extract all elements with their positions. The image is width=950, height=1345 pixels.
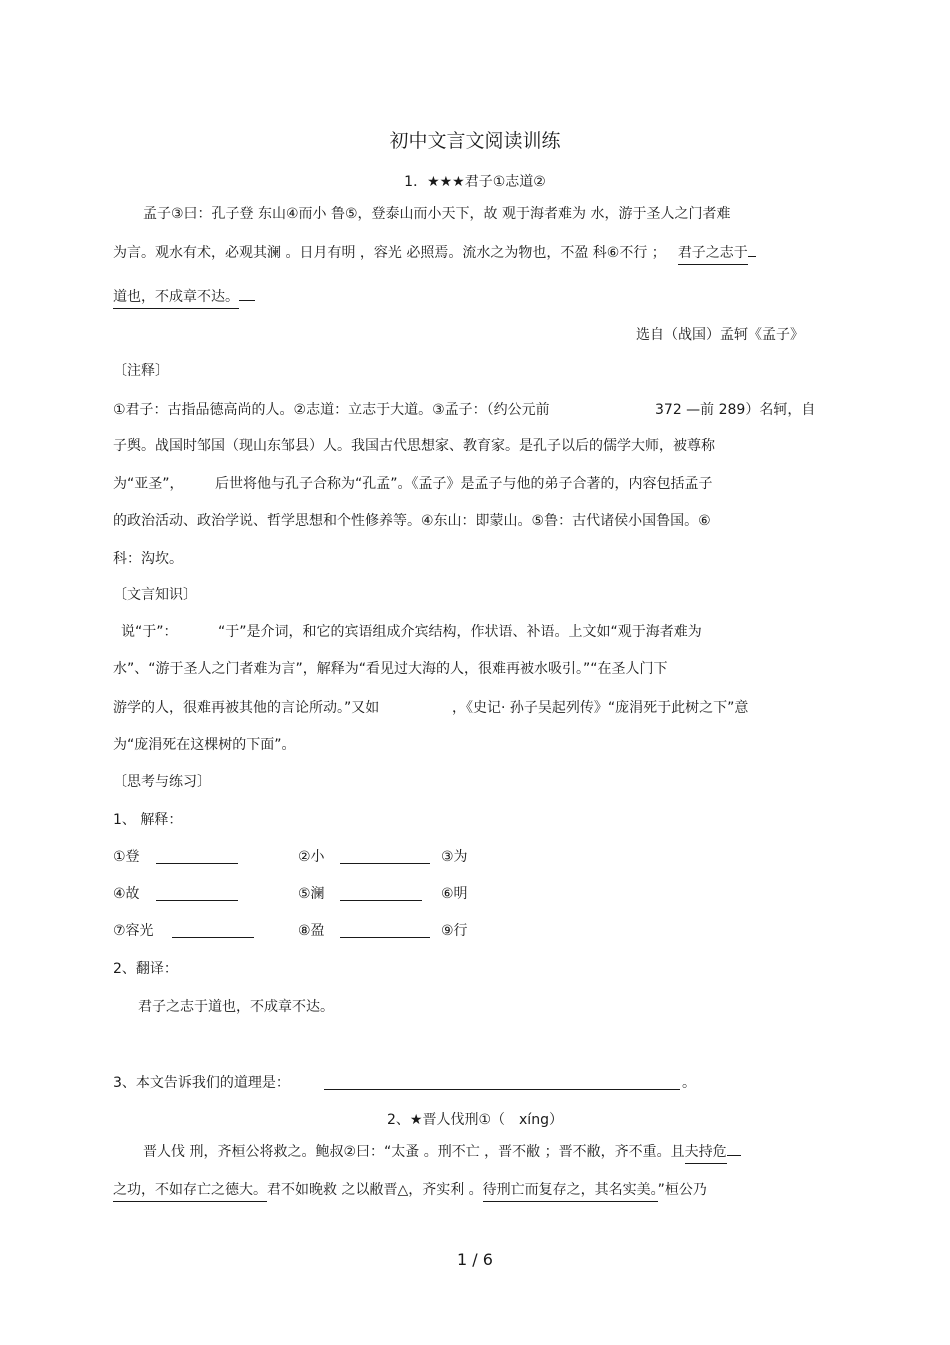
passage1-line-2-text: 为言。观水有术，必观其澜 。日月有明 ，容光 必照焉。流水之为物也，不盈 科⑥不行 ；: [113, 245, 666, 261]
knowledge-heading: 〔文言知识〕: [113, 587, 197, 603]
knowledge-line-1a: 说“于”：: [121, 624, 178, 640]
passage2-line-2-middle: 君不如晚救 之以敝晋△，齐实利 。: [267, 1182, 483, 1198]
answer-blank-1[interactable]: [156, 850, 238, 864]
answer-blank-5[interactable]: [340, 887, 422, 901]
question-1-label: 1、 解释：: [113, 812, 183, 828]
answer-blank-7[interactable]: [172, 924, 254, 938]
page-title: 初中文言文阅读训练: [389, 130, 561, 152]
question-2-text: 君子之志于道也，不成章不达。: [138, 999, 334, 1015]
note-line-1: ①君子：古指品德高尚的人。②志道：立志于大道。③孟子：（约公元前: [113, 402, 550, 418]
knowledge-line-4: 为“庞涓死在这棵树的下面”。: [113, 737, 296, 753]
passage2-underlined-c: 待刑亡而复存之，其名实美。: [483, 1182, 658, 1202]
answer-blank-8[interactable]: [340, 924, 430, 938]
term-4: ④故: [113, 886, 140, 902]
passage2-line-1: [143, 1143, 741, 1161]
term-5: ⑤澜: [298, 886, 325, 902]
exercise-heading: 〔思考与练习〕: [113, 774, 211, 790]
passage2-underlined-b: 之功，不如存亡之德大。: [113, 1182, 267, 1202]
answer-blank-2[interactable]: [340, 850, 430, 864]
term-6: ⑥明: [441, 886, 468, 902]
passage2-underlined-a: 夫持危: [685, 1144, 727, 1164]
passage2-line-2-end: ”桓公乃: [657, 1182, 707, 1198]
term-2: ②小: [298, 849, 325, 865]
question-3-end: 。: [682, 1075, 696, 1091]
term-9: ⑨行: [441, 923, 468, 939]
section1-heading: 1．★★★君子①志道②: [404, 174, 546, 190]
note-line-3a: 为“亚圣”，: [113, 476, 184, 492]
note-line-5: 科：沟坎。: [113, 551, 183, 567]
passage1-line-2: [113, 244, 756, 262]
note-line-1-years: 372 —前 289）名轲，自: [655, 402, 816, 418]
question-2-label: 2、翻译：: [113, 961, 178, 977]
term-8: ⑧盈: [298, 923, 325, 939]
passage2-line-1-text: 晋人伐 刑，齐桓公将救之。鲍叔②曰：“太蚤 。刑不亡 ，晋不敝 ；晋不敝，齐不重。且: [143, 1144, 685, 1160]
term-1: ①登: [113, 849, 140, 865]
question-3-label: 3、本文告诉我们的道理是：: [113, 1075, 290, 1091]
passage2-line-2: [113, 1181, 707, 1199]
notes-heading: 〔注释〕: [113, 363, 169, 379]
answer-blank-4[interactable]: [156, 887, 238, 901]
note-line-4: 的政治活动、政治学说、哲学思想和个性修养等。④东山：即蒙山。⑤鲁：古代诸侯小国鲁国。⑥: [113, 513, 711, 529]
passage1-underlined-b: 道也，不成章不达。: [113, 289, 239, 309]
term-7: ⑦容光: [113, 923, 154, 939]
page-number: 1 / 6: [457, 1250, 493, 1269]
note-line-3b: 后世将他与孔子合称为“孔孟”。《孟子》是孟子与他的弟子合著的，内容包括孟子: [215, 476, 713, 492]
section2-heading: 2、★晋人伐刑①（ xíng）: [387, 1112, 563, 1128]
term-3: ③为: [441, 849, 468, 865]
knowledge-line-3a: 游学的人，很难再被其他的言论所动。”又如: [113, 700, 380, 716]
passage1-line-3: [113, 288, 255, 306]
note-line-2: 子舆。战国时邹国（现山东邹县）人。我国古代思想家、教育家。是孔子以后的儒学大师，被尊称: [113, 438, 715, 454]
passage1-line-1: 孟子③曰：孔子登 东山④而小 鲁⑤，登泰山而小天下，故 观于海者难为 水，游于圣人之门者难: [143, 206, 731, 222]
source-citation: 选自（战国）孟轲《孟子》: [636, 327, 804, 343]
answer-blank-q3[interactable]: [324, 1076, 680, 1090]
knowledge-line-3b: ，《史记· 孙子吴起列传》“庞涓死于此树之下”意: [452, 700, 749, 716]
passage1-underlined-a: 君子之志于: [678, 245, 748, 265]
knowledge-line-2: 水”、“游于圣人之门者难为言”，解释为“看见过大海的人，很难再被水吸引。”“在圣人门下: [113, 661, 668, 677]
knowledge-line-1b: “于”是介词，和它的宾语组成介宾结构，作状语、补语。上文如“观于海者难为: [218, 624, 702, 640]
